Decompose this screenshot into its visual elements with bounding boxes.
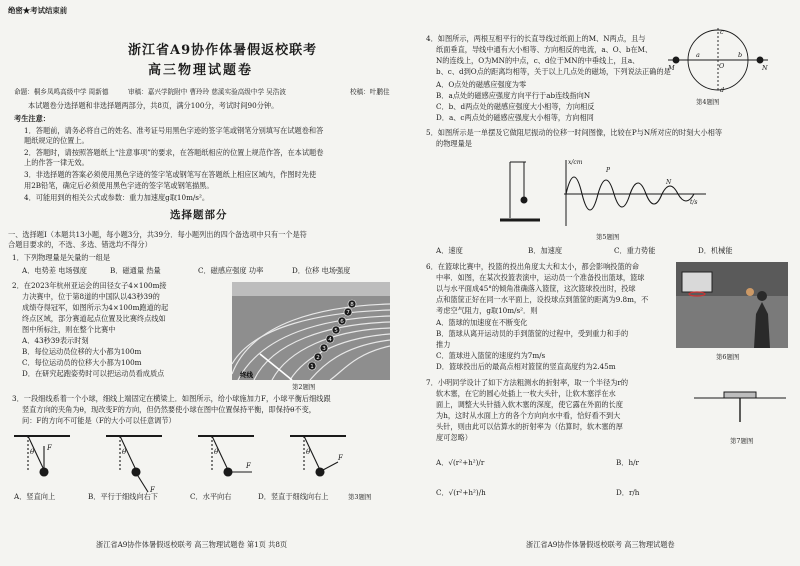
q7-option-c: C．√(r²+h²)/h	[436, 488, 486, 497]
q6-caption: 第6题图	[716, 353, 740, 361]
exam-title: 浙江省A9协作体暑假返校联考	[128, 43, 318, 58]
confidential-mark: 绝密★考试结束前	[8, 6, 68, 15]
q5-line: 的物理量是	[436, 139, 472, 148]
notice-line: 上的作答一律无效。	[24, 158, 89, 167]
q4-line: 4．如图所示，两根互相平行的长直导线过纸面上的M、N两点，且与	[426, 34, 646, 43]
pendulum-bob	[521, 197, 527, 203]
q6-line: 考虑空气阻力，g取10m/s²．则	[436, 306, 538, 315]
notice-line: 3．非选择题的答案必须使用黑色字迹的签字笔或钢笔写在答题纸上相应区域内，作图时先使	[24, 170, 317, 179]
q7-line: 软木塞，在它的圆心处插上一枚大头针，让软木塞浮在水	[436, 389, 616, 398]
theta-label: θ	[30, 448, 35, 456]
q6-line: 中率．如图，在某次投篮表演中，运动员一个准备投出篮球，篮球	[436, 273, 645, 282]
theta-label: θ	[306, 448, 311, 456]
q7-line: 为h，这时从水面上方的各个方向向水中看，恰好看不到大	[436, 411, 621, 420]
q7-option-d: D．r/h	[616, 488, 640, 497]
q7-caption: 第7题图	[730, 437, 754, 445]
lane-number: 5	[334, 328, 338, 334]
q2-option-c: C．每位运动员的位移大小都为100m	[22, 358, 142, 367]
q6-line: 6．在篮球比赛中，投篮的投出角度太大和太小，都会影响投篮的命	[426, 262, 640, 271]
q5-caption: 第5题图	[596, 233, 620, 241]
y-axis-label: x/cm	[568, 159, 583, 166]
q7-line: 头针，则由此可以估算水的折射率为（估算时，软木塞的厚	[436, 422, 623, 431]
q4-option-b: B．a点处的磁感应强度方向平行于ab连线指向N	[436, 91, 591, 100]
q3-option-b: B．平行于细线向右下	[88, 492, 158, 501]
q6-option-c: C．篮球进入篮筐的速度约为7m/s	[436, 351, 546, 360]
q2-caption: 第2题图	[292, 383, 316, 391]
wire-m	[673, 57, 679, 63]
point-o: O	[719, 62, 725, 70]
force-label: F	[150, 486, 155, 494]
page-footer: 浙江省A9协作体暑假返校联考 高三物理试题卷	[526, 540, 675, 549]
q7-line: 度可忽略）	[436, 433, 472, 442]
track-figure	[232, 282, 390, 380]
q7-line: 面上，调整大头针插入软木塞的深度，使它露在外面的长度	[436, 400, 623, 409]
q1-option-a: A．电势差 电场强度	[22, 266, 87, 275]
notice-line: 4．可能用到的相关公式或参数：重力加速度g取10m/s²。	[24, 193, 210, 202]
author-right: 校稿：叶鹏佳	[350, 88, 390, 96]
backboard	[682, 272, 712, 292]
q4-option-a: A．O点处的磁感应强度为零	[436, 80, 527, 89]
q6-line: 以与水平面成45°的倾角准确落入篮筐，这次篮球投出时，投球	[436, 284, 636, 293]
force-arrow	[138, 476, 148, 492]
force-label: F	[47, 444, 52, 452]
lane-number: 3	[322, 346, 326, 352]
q2-option-a: A．43秒39表示时刻	[22, 336, 89, 345]
page-2	[400, 0, 800, 566]
q5-option-d: D．机械能	[698, 246, 733, 255]
pendulum-graph-figure	[496, 154, 716, 240]
paper-title: 高三物理试题卷	[148, 63, 254, 78]
notice-line: 用2B铅笔，确定后必须使用黑色字迹的签字笔或钢笔描黑。	[24, 181, 214, 190]
q4-option-d: D．a、c两点处的磁感应强度大小相等，方向相同	[436, 113, 594, 122]
q1-stem: 1．下列物理量是矢量的一组是	[12, 253, 111, 262]
q4-caption: 第4题图	[696, 98, 720, 106]
q4-option-c: C．b、d两点处的磁感应强度大小相等，方向相反	[436, 102, 595, 111]
notice-line: 2．答题时，请按照答题纸上“注意事项”的要求，在答题纸相应的位置上规范作答，在本试题卷	[24, 148, 324, 157]
cork-figure	[690, 378, 790, 434]
q7-option-b: B．h/r	[616, 458, 639, 467]
notice-line: 1．答题前，请务必将自己的姓名、准考证号用黑色字迹的签字笔或钢笔分别填写在试题卷和答	[24, 126, 324, 135]
force-label: F	[338, 454, 343, 462]
q1-option-c: C．磁感应强度 功率	[198, 266, 264, 275]
q2-line: 2．在2023年杭州亚运会的田径女子4×100m接	[12, 281, 167, 290]
finish-label: 终线	[240, 371, 253, 379]
intro-text: 本试题卷分选择题和非选择题两部分，共8页，满分100分，考试时间90分钟。	[28, 101, 279, 110]
notice-title: 考生注意：	[14, 114, 50, 123]
q3-option-a: A．竖直向上	[14, 492, 56, 501]
q4-line: b、c、d到O点的距离均相等，关于以上几点处的磁场，下列说法正确的是	[436, 67, 671, 76]
section1-line: 合题目要求的，不选、多选、错选均不得分）	[8, 240, 152, 249]
q7-option-a: A．√(r²+h²)/r	[436, 458, 485, 467]
q2-option-b: B．每位运动员位移的大小都为100m	[22, 347, 142, 356]
page-footer: 浙江省A9协作体暑假返校联考 高三物理试题卷 第1页 共8页	[96, 540, 288, 549]
force-arrow	[323, 462, 338, 470]
force-label: F	[246, 462, 251, 470]
stands	[232, 282, 390, 296]
point-a: a	[696, 51, 700, 59]
ball	[224, 468, 232, 476]
theta-label: θ	[214, 448, 219, 456]
wire-n	[757, 57, 763, 63]
q3-line: 竖直方向的夹角为θ，现改变F的方向，但仍然要使小球在图中位置保持平衡，即保持θ不变，	[22, 405, 316, 414]
basketball	[746, 288, 754, 296]
q6-option-d: D．篮球投出后的最高点相对篮筐的竖直高度约为2.45m	[436, 362, 616, 371]
q6-line: 点和篮筐正好在同一水平面上，设投球点到篮筐的距离为9.8m，不	[436, 295, 649, 304]
q5-option-b: B．加速度	[528, 246, 563, 255]
q6-option-a: A．篮球的加速度在不断变化	[436, 318, 528, 327]
q7-line: 7．小明同学设计了如下方法粗测水的折射率，取一个半径为r的	[426, 378, 629, 387]
q3-option-c: C．水平向右	[190, 492, 232, 501]
q2-line: 成绩夺得冠军，如图所示为4×100m跑道的起	[22, 303, 169, 312]
point-d: d	[720, 86, 725, 94]
ball	[40, 468, 48, 476]
point-n: N	[762, 64, 768, 72]
q5-line: 5．如图所示是一单摆及它做阻尼振动的位移一时间图像，比较在P与N所对应的时刻大小相等	[426, 128, 723, 137]
q4-line: 纸面垂直，导线中通有大小相等、方向相反的电流，a、O、b在M、	[436, 45, 653, 54]
q2-option-d: D．在研究起跑姿势时可以把运动员看成质点	[22, 369, 165, 378]
q4-line: N的连线上，O为MN的中点，c、d位于MN的中垂线上，且a、	[436, 56, 640, 65]
lane-number: 8	[350, 302, 354, 308]
ball	[132, 468, 140, 476]
q5-option-a: A．速度	[436, 246, 463, 255]
x-axis-label: t/s	[690, 199, 698, 206]
section-title: 选择题部分	[170, 209, 228, 221]
q3-caption: 第3题图	[348, 493, 372, 501]
q6-option-b: B．篮球从离开运动员的手到篮筐的过程中，受到重力和手的	[436, 329, 629, 338]
theta-label: θ	[122, 448, 127, 456]
section1-line: 一、选择题Ⅰ（本题共13小题，每小题3分，共39分．每小题列出的四个备选项中只有一个是符	[8, 230, 307, 239]
q3-line: 问：F的方向不可能是（F的大小可以任意调节）	[22, 416, 176, 425]
point-p: P	[606, 167, 611, 174]
point-m: M	[668, 64, 675, 72]
q3-line: 3．一段细线系着一个小球，细线上端固定在横梁上．如图所示，给小球施加力F，小球平衡后细线跟	[12, 394, 331, 403]
q3-option-d: D．竖直于细线向右上	[258, 492, 329, 501]
lane-number: 7	[346, 310, 350, 316]
player-head	[757, 291, 767, 301]
lane-number: 2	[316, 355, 320, 361]
author-mid: 审稿：嘉兴学院附中 曹玲玲 慈溪实验高级中学 吴浩波	[128, 88, 286, 96]
q2-line: 终点区域，部分赛道起点位置及比赛终点线如	[22, 314, 166, 323]
q1-option-b: B．磁通量 热量	[110, 266, 161, 275]
magnetic-field-figure	[662, 24, 774, 96]
lane-number: 4	[328, 337, 332, 343]
point-c: c	[720, 28, 724, 36]
q2-line: 力决赛中，位于第8道的中国队以43秒39的	[22, 292, 160, 301]
point-b: b	[738, 51, 743, 59]
notice-line: 题纸规定的位置上。	[24, 136, 89, 145]
point-n: N	[666, 179, 672, 186]
basketball-photo	[676, 262, 788, 348]
pendulum-figures	[10, 430, 390, 500]
q2-line: 图中所标注，则在整个比赛中	[22, 325, 116, 334]
lane-number: 1	[310, 364, 314, 370]
ball	[316, 468, 324, 476]
author-left: 命题：桐乡凤鸣高级中学 周新德	[14, 88, 109, 96]
cork	[724, 392, 756, 398]
q5-option-c: C．重力势能	[614, 246, 656, 255]
q1-option-d: D．位移 电场强度	[292, 266, 351, 275]
lane-number: 6	[340, 319, 344, 325]
q6-option-b-cont: 推力	[436, 340, 451, 349]
